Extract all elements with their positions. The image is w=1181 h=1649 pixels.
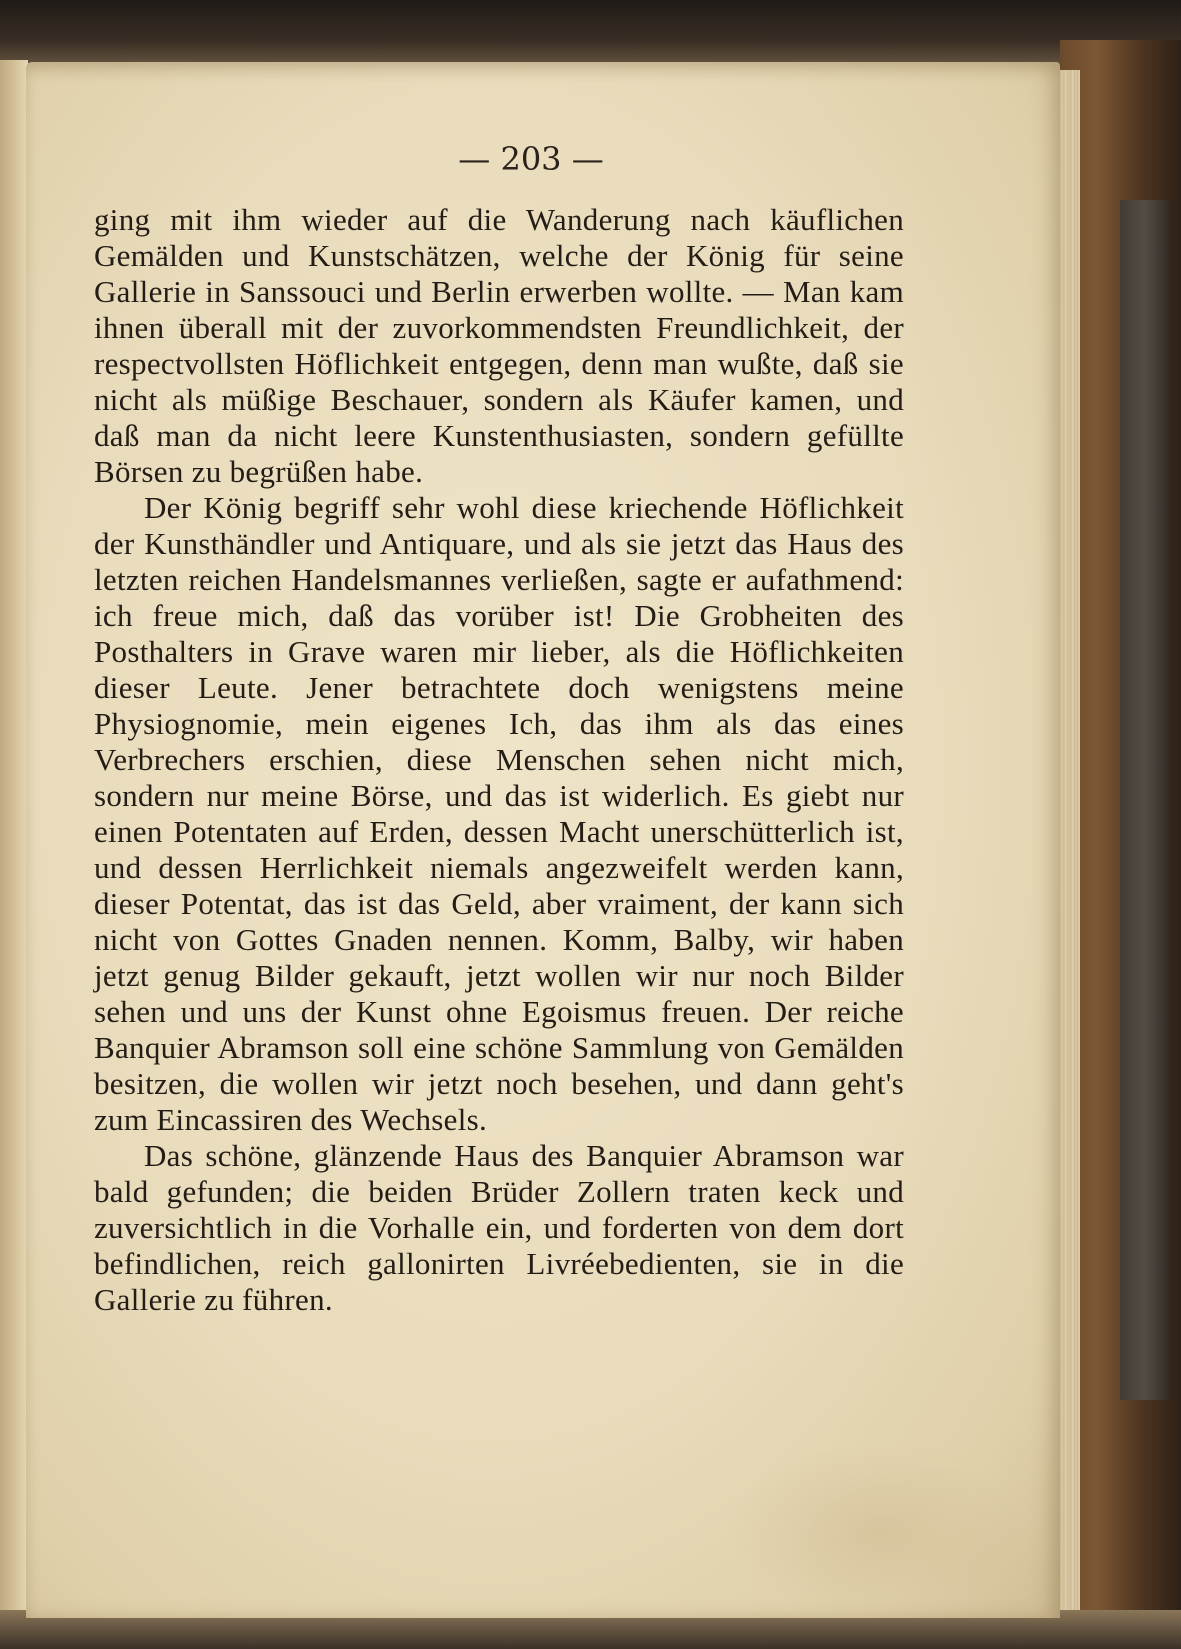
paragraph-3: Das schöne, glänzende Haus des Banquier Abramson war bald gefunden; die beiden Brüder Zollern traten keck und zuversichtlich in die Vorhalle ein, und forderten von dem dort befindlichen, reich gallonirten Livréebedienten, sie in die Gallerie zu führen. [94, 1138, 904, 1317]
paper-stain [726, 1442, 1026, 1622]
top-edge-shadow [0, 0, 1181, 70]
left-gutter [0, 60, 28, 1640]
paragraph-2: Der König begriff sehr wohl diese kriechende Höflichkeit der Kunsthändler und Antiquare, und als sie jetzt das Haus des letzten reichen Handelsmannes verließen, sagte er aufathmend: ich freue mich, daß das vorüber ist! Die Grobheiten des Posthalters in Grave waren mir lieber, als die Höflichkeiten dieser Leute. Jener betrachtete doch wenigstens meine Physiognomie, mein eigenes Ich, das ihm als das eines Verbrechers erschien, diese Menschen sehen nicht mich, sondern nur meine Börse, und das ist widerlich. Es giebt nur einen Potentaten auf Erden, dessen Macht unerschütterlich ist, und dessen Herrlichkeit niemals angezweifelt werden kann, dieser Potentat, das ist das Geld, aber vraiment, der kann sich nicht von Gottes Gnaden nennen. Komm, Balby, wir haben jetzt genug Bilder gekauft, jetzt wollen wir nur noch Bilder sehen und uns der Kunst ohne Egoismus freuen. Der reiche Banquier Abramson soll eine schöne Sammlung von Gemälden besitzen, die wollen wir jetzt noch besehen, und dann geht's zum Eincassiren des Wechsels. [94, 490, 904, 1137]
book-page [26, 62, 1060, 1618]
page-text [94, 202, 904, 1318]
page-number: — 203 — [458, 140, 604, 178]
paragraph-1: ging mit ihm wieder auf die Wanderung nach käuflichen Gemälden und Kunstschätzen, welche der König für seine Gallerie in Sanssouci und Berlin erwerben wollte. — Man kam ihnen überall mit der zuvorkommendsten Freundlichkeit, der respectvollsten Höflichkeit entgegen, denn man wußte, daß sie nicht als müßige Beschauer, sondern als Käufer kamen, und daß man da nicht leere Kunstenthusiasten, sondern gefüllte Börsen zu begrüßen habe. [94, 202, 904, 489]
book-spine-worn [1120, 200, 1170, 1400]
